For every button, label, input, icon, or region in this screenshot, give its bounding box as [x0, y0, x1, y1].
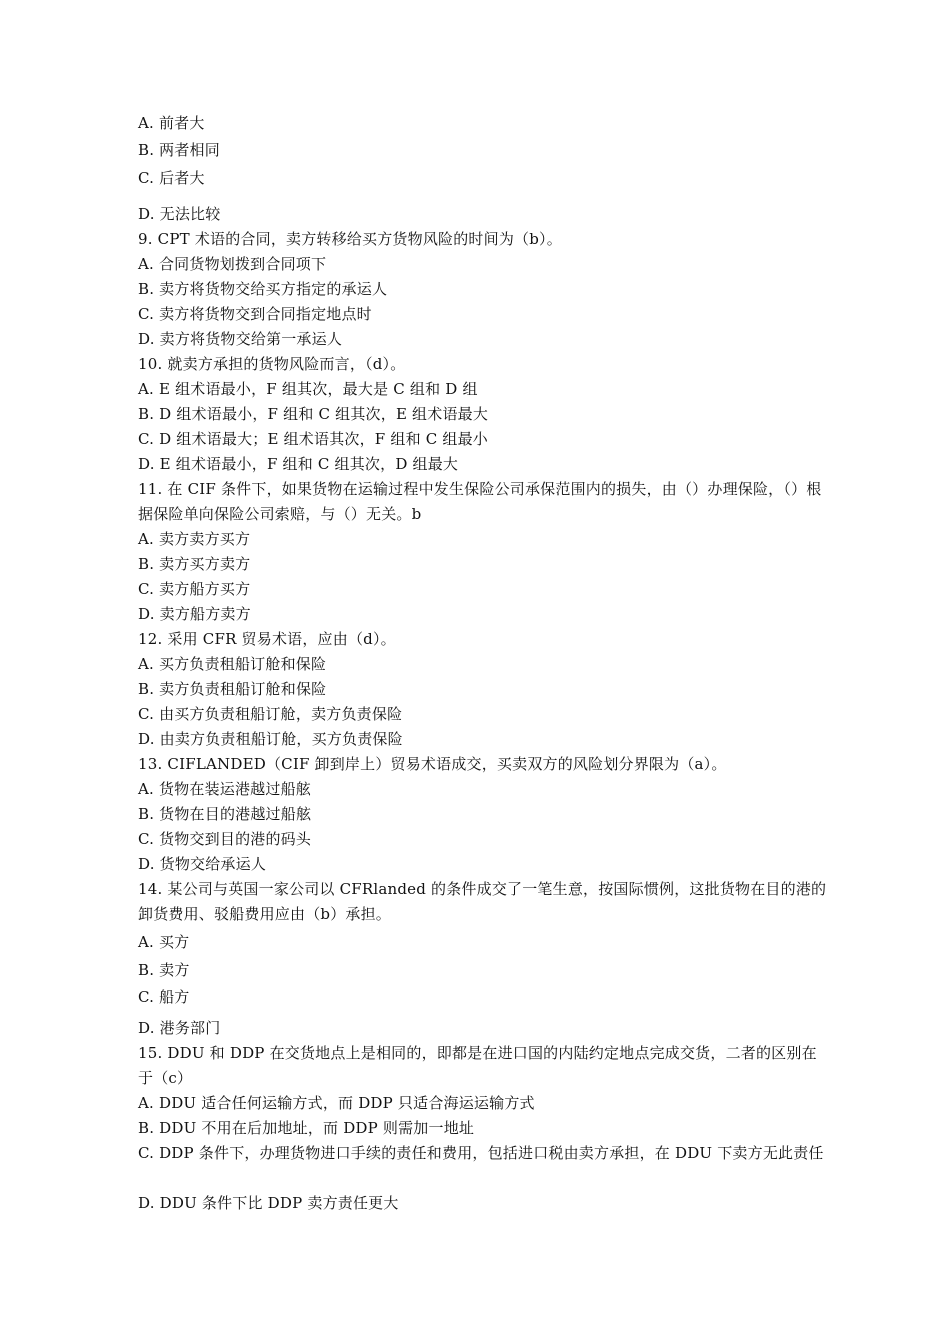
option-line: B. D 组术语最小，F 组和 C 组其次，E 组术语最大 — [138, 405, 489, 423]
option-line: B. DDU 不用在后加地址，而 DDP 则需加一地址 — [138, 1119, 475, 1137]
question-13: 13. CIFLANDED（CIF 卸到岸上）贸易术语成交，买卖双方的风险划分界限为（a）。 — [138, 755, 727, 773]
option-line: D. 货物交给承运人 — [138, 855, 267, 873]
option-line: D. 卖方将货物交给第一承运人 — [138, 330, 343, 348]
option-line: A. 买方 — [138, 933, 190, 951]
option-line: A. 买方负责租船订舱和保险 — [138, 655, 327, 673]
question-14: 14. 某公司与英国一家公司以 CFRlanded 的条件成交了一笔生意，按国际惯例，这批货物在目的港的卸货费用、驳船费用应由（b）承担。 — [138, 880, 827, 923]
question-12: 12. 采用 CFR 贸易术语，应由（d）。 — [138, 630, 396, 648]
option-line: A. 货物在装运港越过船舷 — [138, 780, 311, 798]
option-line: D. E 组术语最小，F 组和 C 组其次，D 组最大 — [138, 455, 459, 473]
option-line: C. 后者大 — [138, 169, 205, 187]
option-line: B. 卖方买方卖方 — [138, 555, 251, 573]
option-line: B. 货物在目的港越过船舷 — [138, 805, 312, 823]
option-line: A. 合同货物划拨到合同项下 — [138, 255, 327, 273]
option-line: A. E 组术语最小，F 组其次，最大是 C 组和 D 组 — [138, 380, 478, 398]
option-line: C. 卖方船方买方 — [138, 580, 251, 598]
question-15: 15. DDU 和 DDP 在交货地点上是相同的，即都是在进口国的内陆约定地点完成交货，二者的区别在于（c） — [138, 1044, 817, 1087]
option-line: B. 卖方负责租船订舱和保险 — [138, 680, 327, 698]
option-line: C. 货物交到目的港的码头 — [138, 830, 312, 848]
option-line: B. 卖方 — [138, 961, 190, 979]
option-line: B. 两者相同 — [138, 141, 220, 159]
option-line: D. 由卖方负责租船订舱，买方负责保险 — [138, 730, 403, 748]
option-line: C. D 组术语最大；E 组术语其次，F 组和 C 组最小 — [138, 430, 488, 448]
question-11: 11. 在 CIF 条件下，如果货物在运输过程中发生保险公司承保范围内的损失，由（）办理保险，（）根据保险单向保险公司索赔，与（）无关。b — [138, 480, 822, 523]
option-line: C. 由买方负责租船订舱，卖方负责保险 — [138, 705, 403, 723]
option-line: C. 卖方将货物交到合同指定地点时 — [138, 305, 372, 323]
option-line: A. 前者大 — [138, 114, 205, 132]
option-line: C. DDP 条件下，办理货物进口手续的责任和费用，包括进口税由卖方承担，在 DDU 下卖方无此责任 — [138, 1144, 824, 1162]
option-line: D. 卖方船方卖方 — [138, 605, 251, 623]
option-line: C. 船方 — [138, 988, 190, 1006]
option-line: B. 卖方将货物交给买方指定的承运人 — [138, 280, 388, 298]
option-line: D. 港务部门 — [138, 1019, 221, 1037]
option-line: A. DDU 适合任何运输方式，而 DDP 只适合海运运输方式 — [138, 1094, 535, 1112]
option-line: D. DDU 条件下比 DDP 卖方责任更大 — [138, 1194, 399, 1212]
question-9: 9. CPT 术语的合同，卖方转移给买方货物风险的时间为（b）。 — [138, 230, 562, 248]
question-10: 10. 就卖方承担的货物风险而言，（d）。 — [138, 355, 406, 373]
option-line: A. 卖方卖方买方 — [138, 530, 251, 548]
option-line: D. 无法比较 — [138, 205, 221, 223]
